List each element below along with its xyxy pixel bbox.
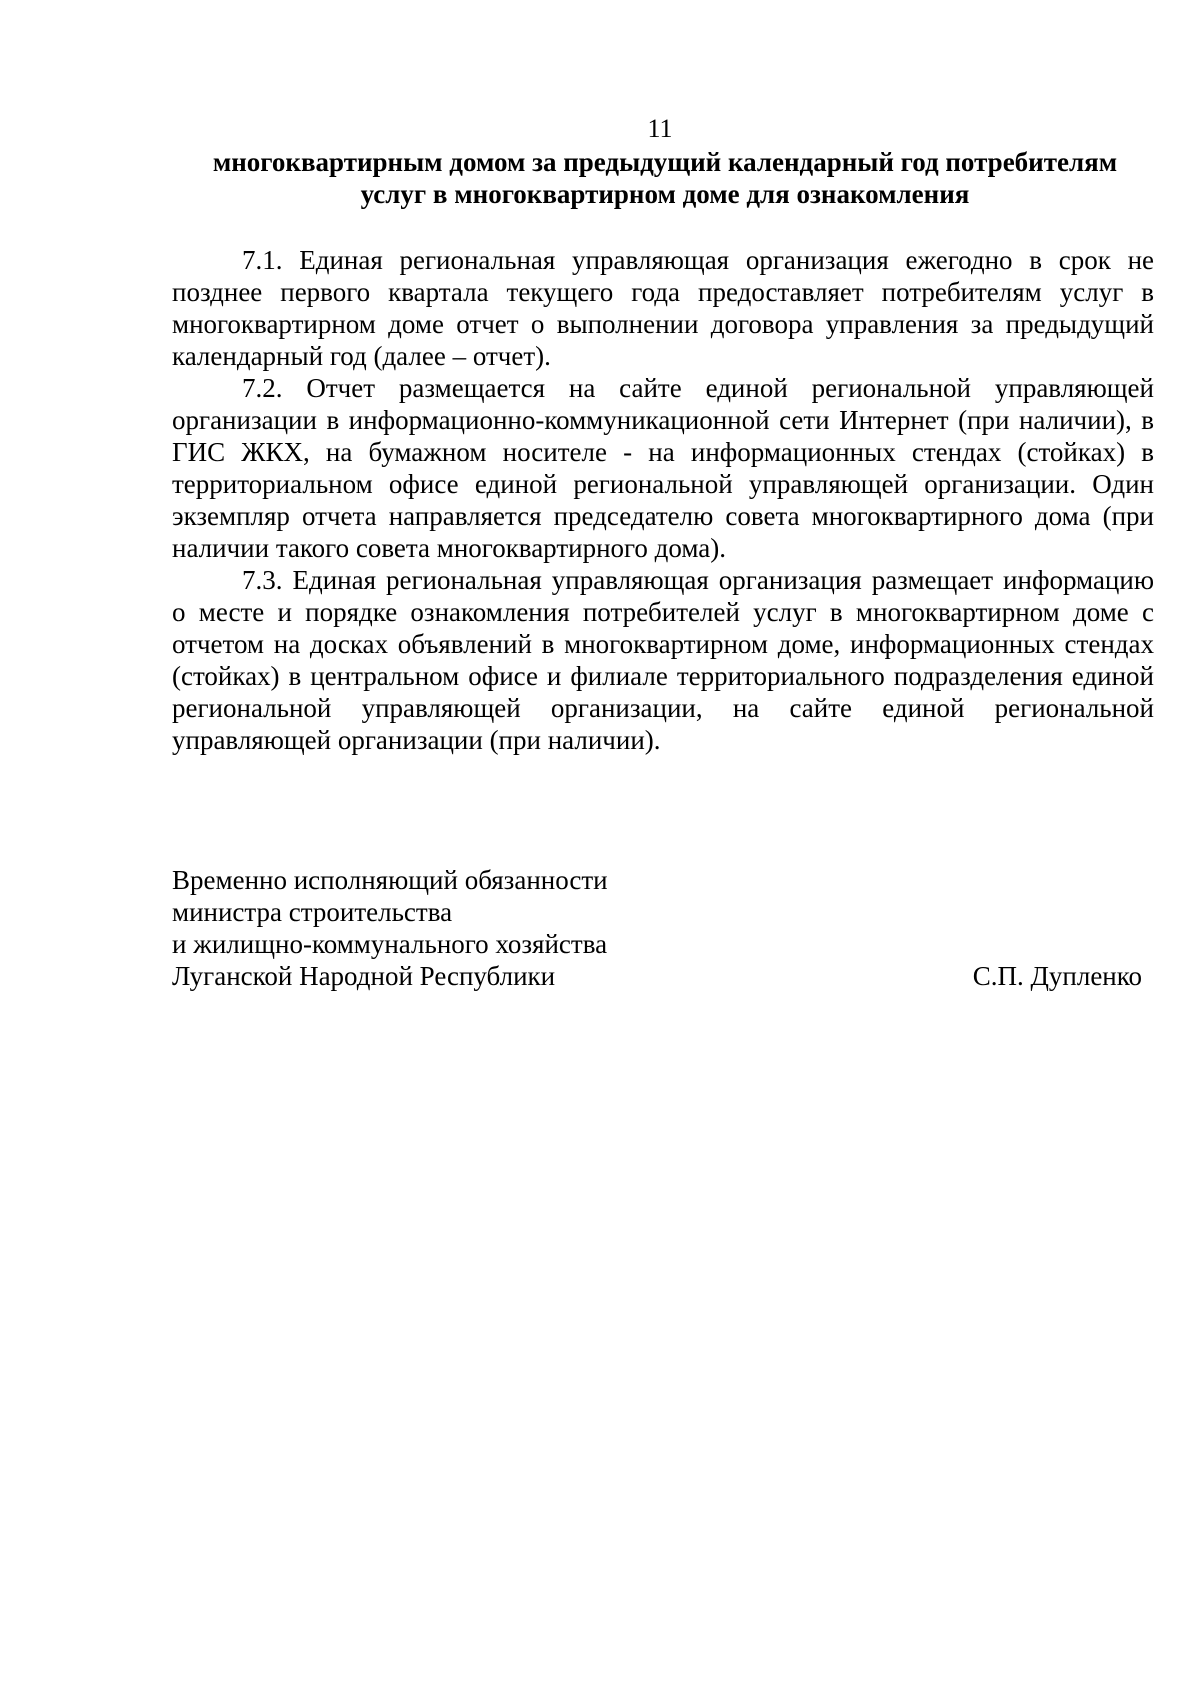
- page-number: 11: [647, 114, 673, 143]
- signatory-position-line-1: Временно исполняющий обязанности: [172, 865, 608, 895]
- signatory-position-line-2: министра строительства: [172, 897, 453, 927]
- signature-final-row: [172, 960, 1142, 992]
- heading-line-2: услуг в многоквартирном доме для ознакомления: [360, 179, 970, 209]
- heading-line-1: многоквартирным домом за предыдущий календарный год потребителям: [212, 147, 1118, 177]
- document-body: [172, 244, 1154, 756]
- signatory-position-line-4: Луганской Народной Республики: [172, 961, 556, 991]
- paragraph-7-1: 7.1. Единая региональная управляющая организация ежегодно в срок не позднее первого квартала текущего года предоставляет потребителям услуг в многоквартирном доме отчет о выполнении договора управления за предыдущий календарный год (далее – отчет).: [172, 245, 1154, 371]
- signatory-position-line-3: и жилищно-коммунального хозяйства: [172, 929, 608, 959]
- paragraph-7-3: 7.3. Единая региональная управляющая организация размещает информацию о месте и порядке ознакомления потребителей услуг в многоквартирном доме с отчетом на досках объявлений в многоквартирном доме, информационных стендах (стойках) в центральном офисе и филиале территориального подразделения единой региональной управляющей организации, на сайте единой региональной управляющей организации (при наличии).: [172, 565, 1154, 755]
- signatory-name: С.П. Дупленко: [972, 961, 1142, 991]
- signature-block: [172, 864, 1154, 992]
- paragraph-7-2: 7.2. Отчет размещается на сайте единой региональной управляющей организации в информационно-коммуникационной сети Интернет (при наличии), в ГИС ЖКХ, на бумажном носителе - на информационных стендах (стойках) в территориальном офисе единой региональной управляющей организации. Один экземпляр отчета направляется председателю совета многоквартирного дома (при наличии такого совета многоквартирного дома).: [172, 373, 1154, 563]
- section-heading: [170, 146, 1160, 210]
